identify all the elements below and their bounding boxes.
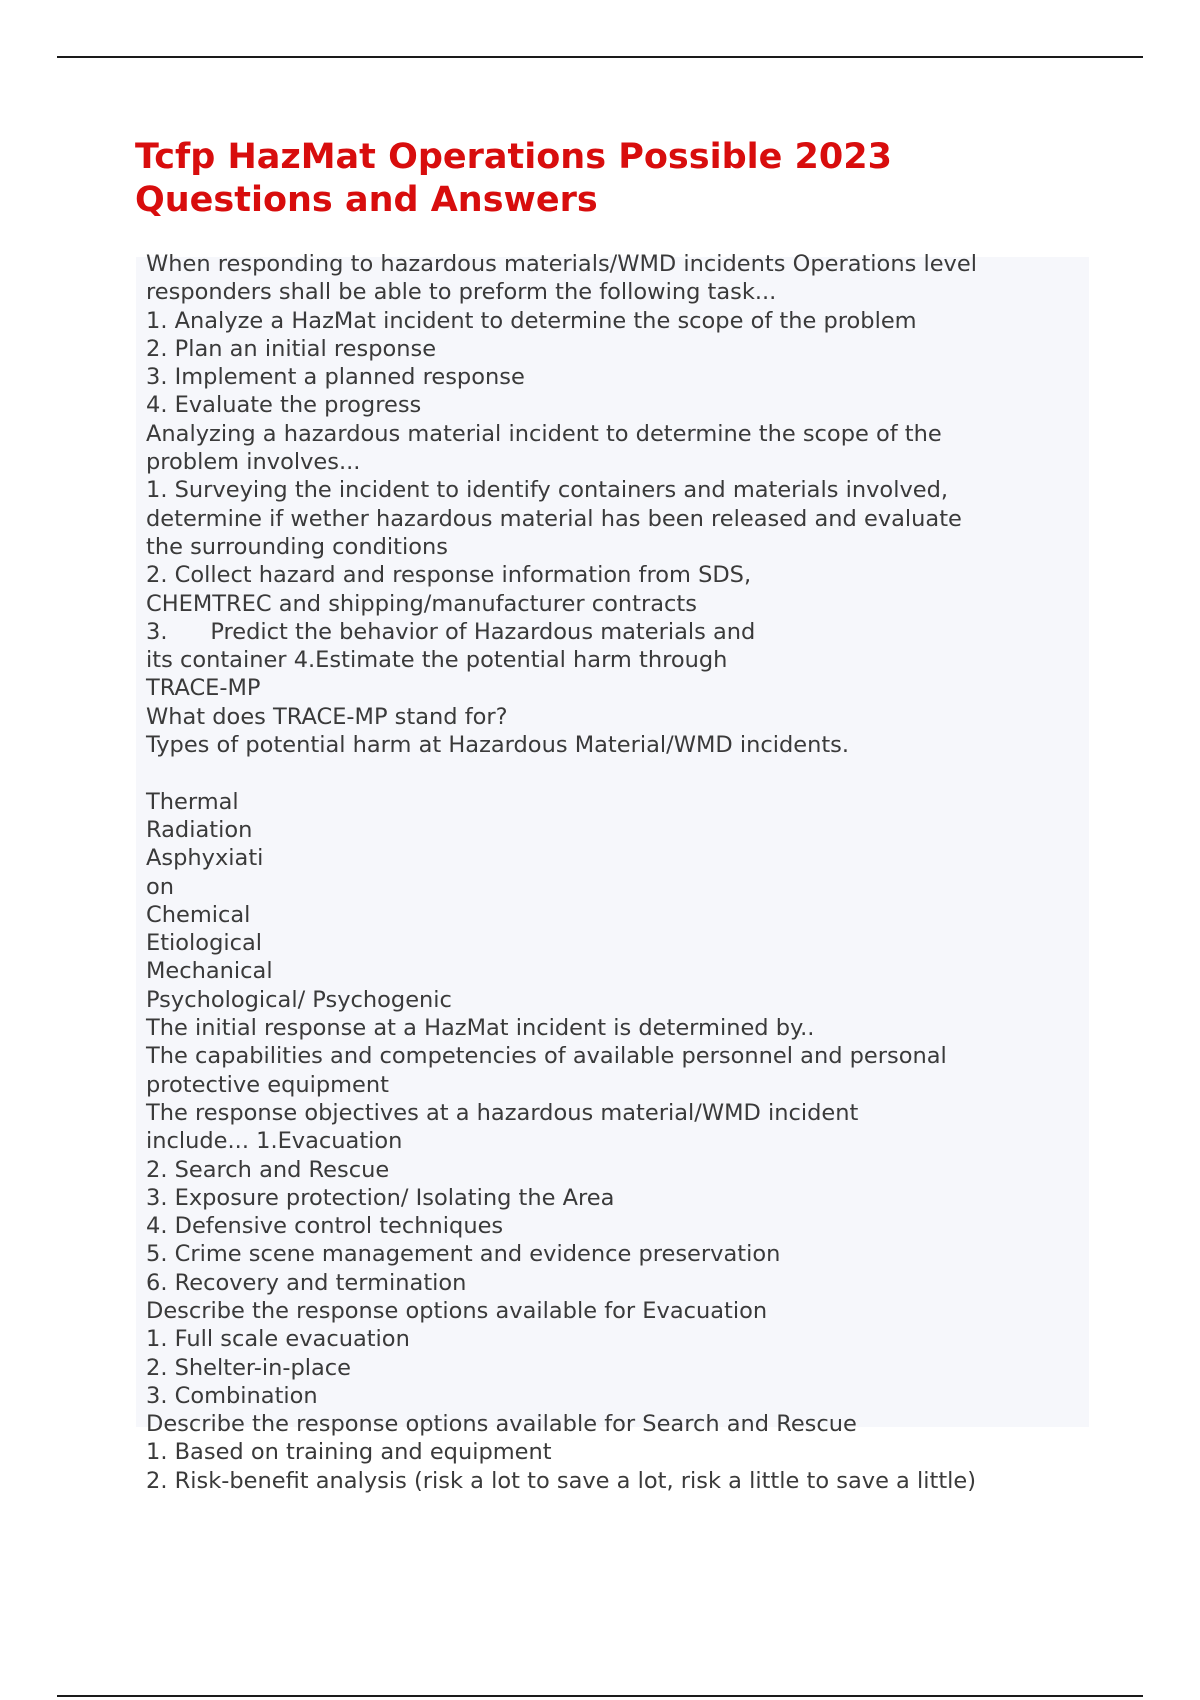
text-line: determine if wether hazardous material has been released and evaluate: [146, 505, 962, 532]
text-line: Analyzing a hazardous material incident to determine the scope of the: [146, 420, 942, 447]
title-line-1: Tcfp HazMat Operations Possible 2023: [135, 137, 892, 177]
text-line: 5. Crime scene management and evidence preservation: [146, 1241, 781, 1268]
text-line: Thermal: [146, 788, 239, 815]
text-line: The initial response at a HazMat incident is determined by..: [146, 1015, 815, 1042]
text-line: protective equipment: [146, 1071, 389, 1098]
document-body: [146, 250, 1146, 1495]
text-line: 3. Exposure protection/ Isolating the Area: [146, 1184, 615, 1211]
document-title: [135, 136, 1035, 222]
text-line: responders shall be able to preform the following task...: [146, 279, 777, 306]
text-line: Etiological: [146, 930, 263, 957]
text-line: 1. Full scale evacuation: [146, 1326, 410, 1353]
text-line: 2. Search and Rescue: [146, 1156, 390, 1183]
text-line: problem involves...: [146, 449, 361, 476]
text-line: 1. Surveying the incident to identify containers and materials involved,: [146, 477, 949, 504]
text-line: 3. Predict the behavior of Hazardous materials and: [146, 618, 756, 645]
text-line: Describe the response options available for Evacuation: [146, 1297, 768, 1324]
text-line: The capabilities and competencies of available personnel and personal: [146, 1043, 947, 1070]
text-line: When responding to hazardous materials/WMD incidents Operations level: [146, 251, 977, 277]
text-line: the surrounding conditions: [146, 533, 448, 560]
text-line: 3. Combination: [146, 1382, 318, 1409]
text-line: Chemical: [146, 901, 251, 928]
text-line: Radiation: [146, 816, 253, 843]
text-line: Asphyxiati: [146, 845, 264, 872]
text-line: The response objectives at a hazardous material/WMD incident: [146, 1099, 859, 1126]
text-line: TRACE-MP: [146, 675, 261, 702]
text-line: Psychological/ Psychogenic: [146, 986, 452, 1013]
text-line: Mechanical: [146, 958, 273, 985]
text-line: Types of potential harm at Hazardous Material/WMD incidents.: [146, 732, 850, 759]
text-line: 2. Plan an initial response: [146, 335, 437, 362]
text-line: CHEMTREC and shipping/manufacturer contracts: [146, 590, 697, 617]
text-line: 3. Implement a planned response: [146, 364, 525, 391]
text-line: 6. Recovery and termination: [146, 1269, 467, 1296]
text-line: 4. Evaluate the progress: [146, 392, 422, 419]
text-line: Describe the response options available for Search and Rescue: [146, 1411, 857, 1438]
text-line: on: [146, 873, 175, 900]
text-line: 2. Shelter-in-place: [146, 1354, 352, 1381]
text-line: 4. Defensive control techniques: [146, 1213, 504, 1240]
text-line: What does TRACE-MP stand for?: [146, 703, 508, 730]
bottom-rule: [57, 1695, 1143, 1697]
top-rule: [57, 56, 1143, 58]
text-line: 1. Based on training and equipment: [146, 1439, 552, 1466]
text-line: 2. Collect hazard and response information from SDS,: [146, 562, 752, 589]
text-line: include... 1.Evacuation: [146, 1128, 403, 1155]
text-line: [146, 759, 1146, 787]
text-line: its container 4.Estimate the potential harm through: [146, 647, 728, 674]
text-line: 2. Risk-benefit analysis (risk a lot to save a lot, risk a little to save a little): [146, 1467, 977, 1494]
text-line: 1. Analyze a HazMat incident to determine the scope of the problem: [146, 307, 917, 334]
title-line-2: Questions and Answers: [135, 180, 598, 220]
